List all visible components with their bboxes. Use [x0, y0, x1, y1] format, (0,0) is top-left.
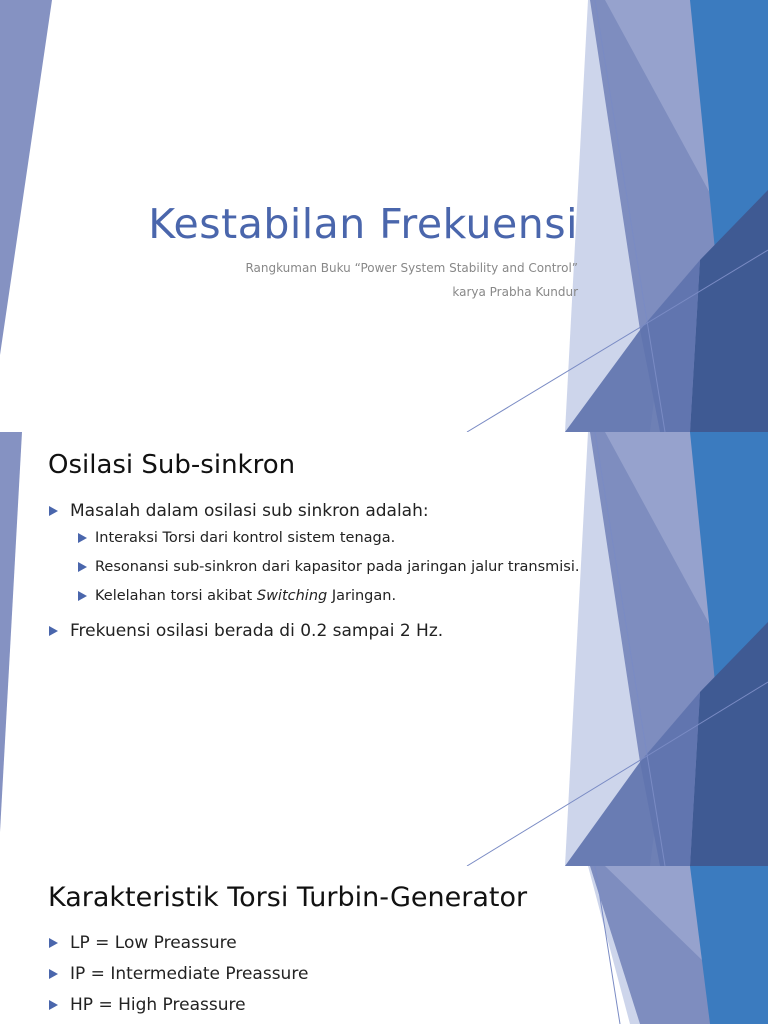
bullet-list: [48, 932, 308, 1024]
bullet-arrow-icon: [49, 969, 58, 979]
bullet-arrow-icon: [49, 506, 58, 516]
sub-bullet-item: [48, 556, 580, 585]
bullet-text: HP = High Preassure: [70, 995, 246, 1015]
bullet-item: [48, 620, 580, 650]
sub-bullet-list: [48, 527, 580, 614]
sub-bullet-text: Interaksi Torsi dari kontrol sistem tenaga.: [95, 530, 396, 546]
bullet-item: [48, 963, 308, 994]
content-slide-karakteristik: [0, 866, 768, 1024]
bullet-item: [48, 500, 580, 530]
sub-bullet-text-start: Kelelahan torsi akibat: [95, 588, 257, 604]
bullet-list: [48, 500, 580, 650]
slide-heading: Karakteristik Torsi Turbin-Generator: [48, 882, 528, 913]
bullet-text: LP = Low Preassure: [70, 933, 237, 953]
bullet-text: Masalah dalam osilasi sub sinkron adalah:: [70, 501, 429, 521]
slide-title: Kestabilan Frekuensi: [148, 200, 578, 248]
slide-subtitle: Rangkuman Buku “Power System Stability and Control”: [245, 261, 578, 275]
slide-heading: Osilasi Sub-sinkron: [48, 450, 296, 480]
sub-bullet-text: Resonansi sub-sinkron dari kapasitor pada jaringan jalur transmisi.: [95, 559, 580, 575]
sub-bullet-group: [48, 527, 580, 614]
bullet-arrow-icon: [78, 533, 87, 543]
bullet-item: [48, 994, 308, 1024]
slide-author: karya Prabha Kundur: [452, 285, 578, 299]
sub-bullet-emphasis: Switching: [256, 588, 328, 604]
sub-bullet-text-end: Jaringan.: [327, 588, 397, 604]
bullet-text: IP = Intermediate Preassure: [70, 964, 309, 984]
bullet-arrow-icon: [49, 626, 58, 636]
bullet-text: Frekuensi osilasi berada di 0.2 sampai 2 Hz.: [70, 621, 444, 641]
content-slide-osilasi: [0, 432, 768, 866]
bullet-arrow-icon: [78, 562, 87, 572]
bullet-arrow-icon: [49, 1000, 58, 1010]
sub-bullet-item: [48, 585, 580, 614]
sub-bullet-item: [48, 527, 580, 556]
bullet-item: [48, 932, 308, 963]
title-slide: [0, 0, 768, 432]
bullet-arrow-icon: [78, 591, 87, 601]
bullet-arrow-icon: [49, 938, 58, 948]
